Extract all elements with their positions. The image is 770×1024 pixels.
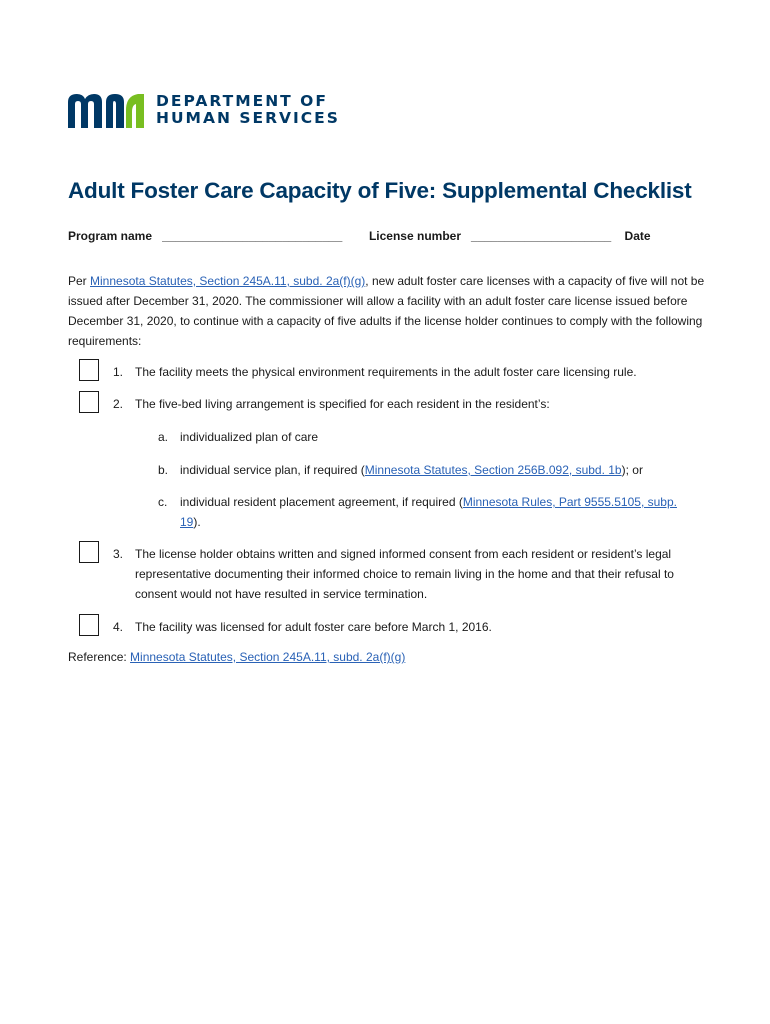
subitem-suffix: ); or	[621, 463, 643, 477]
logo-wordmark	[156, 93, 340, 127]
subitem-letter: b.	[158, 463, 169, 477]
intro-statute-link[interactable]: Minnesota Statutes, Section 245A.11, subd. 2a(f)(g)	[90, 274, 366, 288]
item-text: The facility meets the physical environment requirements in the adult foster care licensing rule.	[135, 365, 637, 379]
subitem-text	[180, 460, 680, 480]
subitem-text: individualized plan of care	[180, 430, 319, 444]
checkbox-item-3[interactable]	[79, 541, 99, 563]
subitem-prefix: individual service plan, if required (	[180, 463, 365, 477]
subitem-text	[180, 492, 680, 532]
checkbox-item-4[interactable]	[79, 614, 99, 636]
statute-256b-link[interactable]: Minnesota Statutes, Section 256B.092, subd. 1b	[364, 463, 622, 477]
item-number: 4.	[113, 620, 124, 634]
checkbox-item-2[interactable]	[79, 391, 99, 413]
item-text: The five-bed living arrangement is specified for each resident in the resident’s:	[135, 397, 550, 411]
rule-9555-link[interactable]: Minnesota Rules, Part 9555.5105, subp. 19	[180, 495, 677, 529]
reference-line	[68, 650, 405, 664]
intro-text: , new adult foster care licenses with a capacity of five will not be issued after December 31, 2020. The commissioner will allow a facility with an adult foster care license issued before December 31, 2020, to continue with a capacity of five adults if the license holder continues to comply with the following requirements:	[68, 274, 705, 348]
intro-paragraph	[68, 271, 708, 351]
checkbox-item-1[interactable]	[79, 359, 99, 381]
subitem-prefix: individual resident placement agreement, if required (	[180, 495, 463, 509]
item-number: 3.	[113, 547, 124, 561]
item-text: The facility was licensed for adult foster care before March 1, 2016.	[135, 620, 492, 634]
reference-statute-link[interactable]: Minnesota Statutes, Section 245A.11, subd. 2a(f)(g)	[130, 650, 406, 664]
date-label: Date	[624, 229, 651, 243]
subitem-suffix: ).	[193, 515, 201, 529]
intro-prefix: Per	[68, 274, 91, 288]
reference-label: Reference:	[68, 650, 131, 664]
logo-line-2: HUMAN SERVICES	[156, 109, 340, 127]
license-number-field[interactable]: _____________________	[471, 229, 612, 243]
item-number: 1.	[113, 365, 124, 379]
form-fields-row	[68, 229, 651, 243]
program-name-label: Program name	[68, 229, 153, 243]
subitem-letter: a.	[158, 430, 169, 444]
subitem-letter: c.	[158, 495, 168, 509]
item-text: The license holder obtains written and signed informed consent from each resident or resident’s legal representative documenting their informed choice to remain living in the home and that their refusal to consent would not have resulted in service termination.	[135, 547, 674, 601]
dhs-logo	[68, 92, 340, 128]
license-number-label: License number	[368, 229, 461, 243]
program-name-field[interactable]: ___________________________	[162, 229, 343, 243]
mn-logo-icon	[68, 92, 146, 128]
page-title: Adult Foster Care Capacity of Five: Supplemental Checklist	[68, 178, 692, 203]
logo-line-1: DEPARTMENT OF	[156, 92, 328, 110]
item-number: 2.	[113, 397, 124, 411]
